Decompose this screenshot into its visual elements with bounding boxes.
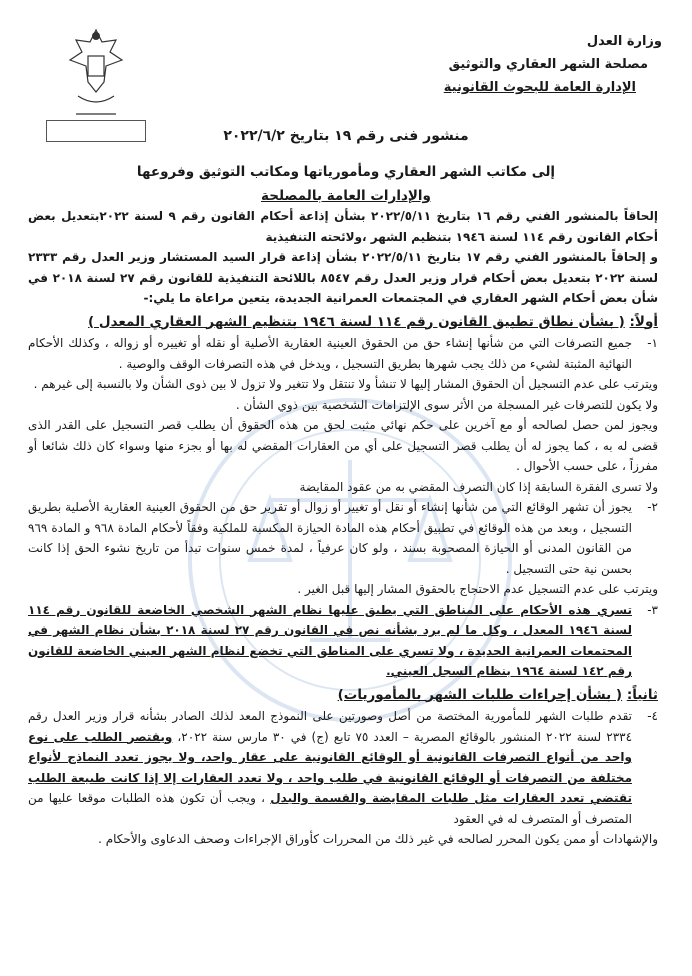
clause-4-text-b: ويقتصر الطلب على نوع واحد من أنواع التصرفات القانونية أو الوقائع القانونية على عقار واحد، ولا يجوز تعدد النماذج لأنواع مختلفة من التصرفات أو الوقائع القانونية في طلب واحد ، ولا تعدد العقارات إلا إذا كانت طبيعة الطلب تقتضي تعدد العقارات مثل طلبات المقايضة والقسمة والبدل — [28, 729, 632, 805]
clause-4-text-a: تقدم طلبات الشهر للمأمورية المختصة من أصل وصورتين على النموذج المعد لذلك الصادر بشأنه قرار وزير العدل رقم ٢٣٣٤ لسنة ٢٠٢٢ المنشور بالوقائع المصرية – العدد ٧٥ تابع (ج) في ٣٠ مارس سنة ٢٠٢٢، — [28, 709, 633, 744]
clause-2 — [28, 497, 658, 579]
clause-1-text-b: ويترتب على عدم التسجيل أن الحقوق المشار إليها لا تنشأ ولا تنتقل ولا تتغير ولا تزول لا بين ذوى الشأن ولا بالنسبة إلى غيرهم . — [33, 377, 658, 391]
section-2-title: ( بشأن إجراءات طلبات الشهر بالمأموريات) — [337, 686, 623, 703]
intro-paragraph-1: إلحاقاً بالمنشور الفني رقم ١٦ بتاريخ ٢٠٢٢/٥/١١ بشأن إذاعة أحكام القانون رقم ٩ لسنة ٢٠٢٢بتعديل بعض أحكام القانون رقم ١١٤ لسنة ١٩٤٦ بتنظيم الشهر ،ولائحته التنفيذية — [28, 209, 659, 244]
clause-1 — [28, 333, 658, 374]
section-heading-2 — [28, 685, 658, 706]
clause-2-number: ٢- — [647, 500, 658, 514]
authority-name: مصلحة الشهر العقاري والتوثيق — [448, 57, 648, 72]
clause-4 — [28, 706, 658, 829]
department-name: الإدارة العامة للبحوث القانونية — [443, 80, 636, 95]
clause-4-number: ٤- — [647, 709, 658, 723]
clause-1-number: ١- — [647, 336, 658, 350]
section-heading-1 — [28, 312, 658, 333]
ministry-name: وزارة العدل — [586, 34, 662, 49]
addressee-line-1: إلى مكاتب الشهر العقاري ومأمورياتها ومكاتب التوثيق وفروعها — [136, 164, 556, 180]
section-2-number: ثانياً: — [626, 686, 658, 703]
intro-paragraph-2: و إلحاقاً بالمنشور الفني رقم ١٧ بتاريخ ٢٠٢٢/٥/١١ بشأن إذاعة قرار السيد المستشار وزير العدل رقم ٢٣٣٣ لسنة ٢٠٢٢ بتعديل بعض أحكام قرار وزير العدل رقم ٨٥٤٧ باللائحة التنفيذية للقانون رقم ٢٧ لسنة ٢٠١٨ في شأن بعض أحكام الشهر العقاري في المجتمعات العمرانية الجديدة، يتعين مراعاة ما يلي:- — [28, 250, 659, 305]
document-body — [28, 206, 658, 850]
section-1-number: أولاً: — [629, 313, 658, 330]
clause-1-text-c: ولا يكون للتصرفات غير المسجلة من الأثر سوى الإلتزامات الشخصية بين ذوي الشأن . — [235, 397, 658, 412]
clause-3 — [28, 600, 658, 682]
clause-2-text-b: ويترتب على عدم التسجيل عدم الاحتجاج بالحقوق المشار إليها قبل الغير . — [297, 582, 658, 596]
addressee — [0, 160, 692, 208]
clause-3-text: تسري هذه الأحكام على المناطق التي يطبق عليها نظام الشهر الشخصي الخاضعة للقانون رقم ١١٤ لسنة ١٩٤٦ المعدل ، وكل ما لم يرد بشأنه نص في القانون رقم ٢٧ لسنة ٢٠١٨ بشأن نظام الشهر في المجتمعات العمرانية الجديدة ، ولا تسري على المناطق التي تخضع لنظام الشهر العيني الخاضعة للقانون رقم ١٤٢ لسنة ١٩٦٤ بنظام السجل العيني. — [28, 602, 632, 678]
clause-4-text — [28, 706, 632, 829]
addressee-line-2: والإدارات العامة بالمصلحة — [261, 188, 431, 204]
clause-2-text-a: يجوز أن تشهر الوقائع التي من شأنها إنشاء أو نقل أو تغيير أو زوال أو تقرير حق من الحقوق العينية العقارية الأصلية بطريق التسجيل ، وبعد من هذه الوقائع في تطبيق أحكام هذه المادة الحيازة المكسبة للملكية وفقاً لأحكام المادة ٩٦٨ و المادة ٩٦٩ من القانون المدنى أو الحيازة المصحوبة بسند ، ولو كان عرفياً ، لمدة خمس سنوات تبدأ من تاريخ نشوء الحق إذا كانت بحسن نية حتى التسجيل . — [28, 500, 633, 576]
clause-4-text-c: ، ويجب أن تكون هذه الطلبات موقعا عليها من المتصرف أو المتصرف له في العقود — [28, 791, 632, 826]
eagle-seal-icon — [60, 22, 132, 132]
clause-1-text-d: ويجوز لمن حصل لصالحه أو مع آخرين على حكم نهائي مثبت لحق من هذه الحقوق أن يطلب قصر التسجيل على القدر الذى قضى له به ، كما يجوز له أن يطلب قصر التسجيل على أي من العقارات المقضي له بها أو بجزء منها وسواء كان ذلك شائعا أو مفرزاً ، على حسب الأحوال . — [28, 418, 658, 473]
clause-1-text-e: ولا تسرى الفقرة السابقة إذا كان التصرف المقضي به من عقود المقايضة — [299, 479, 658, 494]
clause-3-number: ٣- — [647, 602, 658, 617]
clause-4-text-d: والإشهادات أو ممن يكون المحرر لصالحه في غير ذلك من المحررات كأوراق الإجراءات وصحف الدعاوى والأحكام . — [98, 832, 658, 846]
clause-1-text-a: جميع التصرفات التي من شأنها إنشاء حق من الحقوق العينية العقارية الأصلية أو نقله أو تغييره أو زواله ، وكذلك الأحكام النهائية المثبتة لشيء من ذلك يجب شهرها بطريق التسجيل ، ويدخل في هذه التصرفات الوقف والوصية . — [28, 336, 632, 371]
section-1-title: ( بشأن نطاق تطبيق القانون رقم ١١٤ لسنة ١٩٤٦ بتنظيم الشهر العقاري المعدل ) — [88, 313, 625, 330]
letterhead — [443, 30, 662, 99]
circular-number: منشور فنى رقم ١٩ بتاريخ ٢٠٢٢/٦/٢ — [223, 128, 469, 144]
